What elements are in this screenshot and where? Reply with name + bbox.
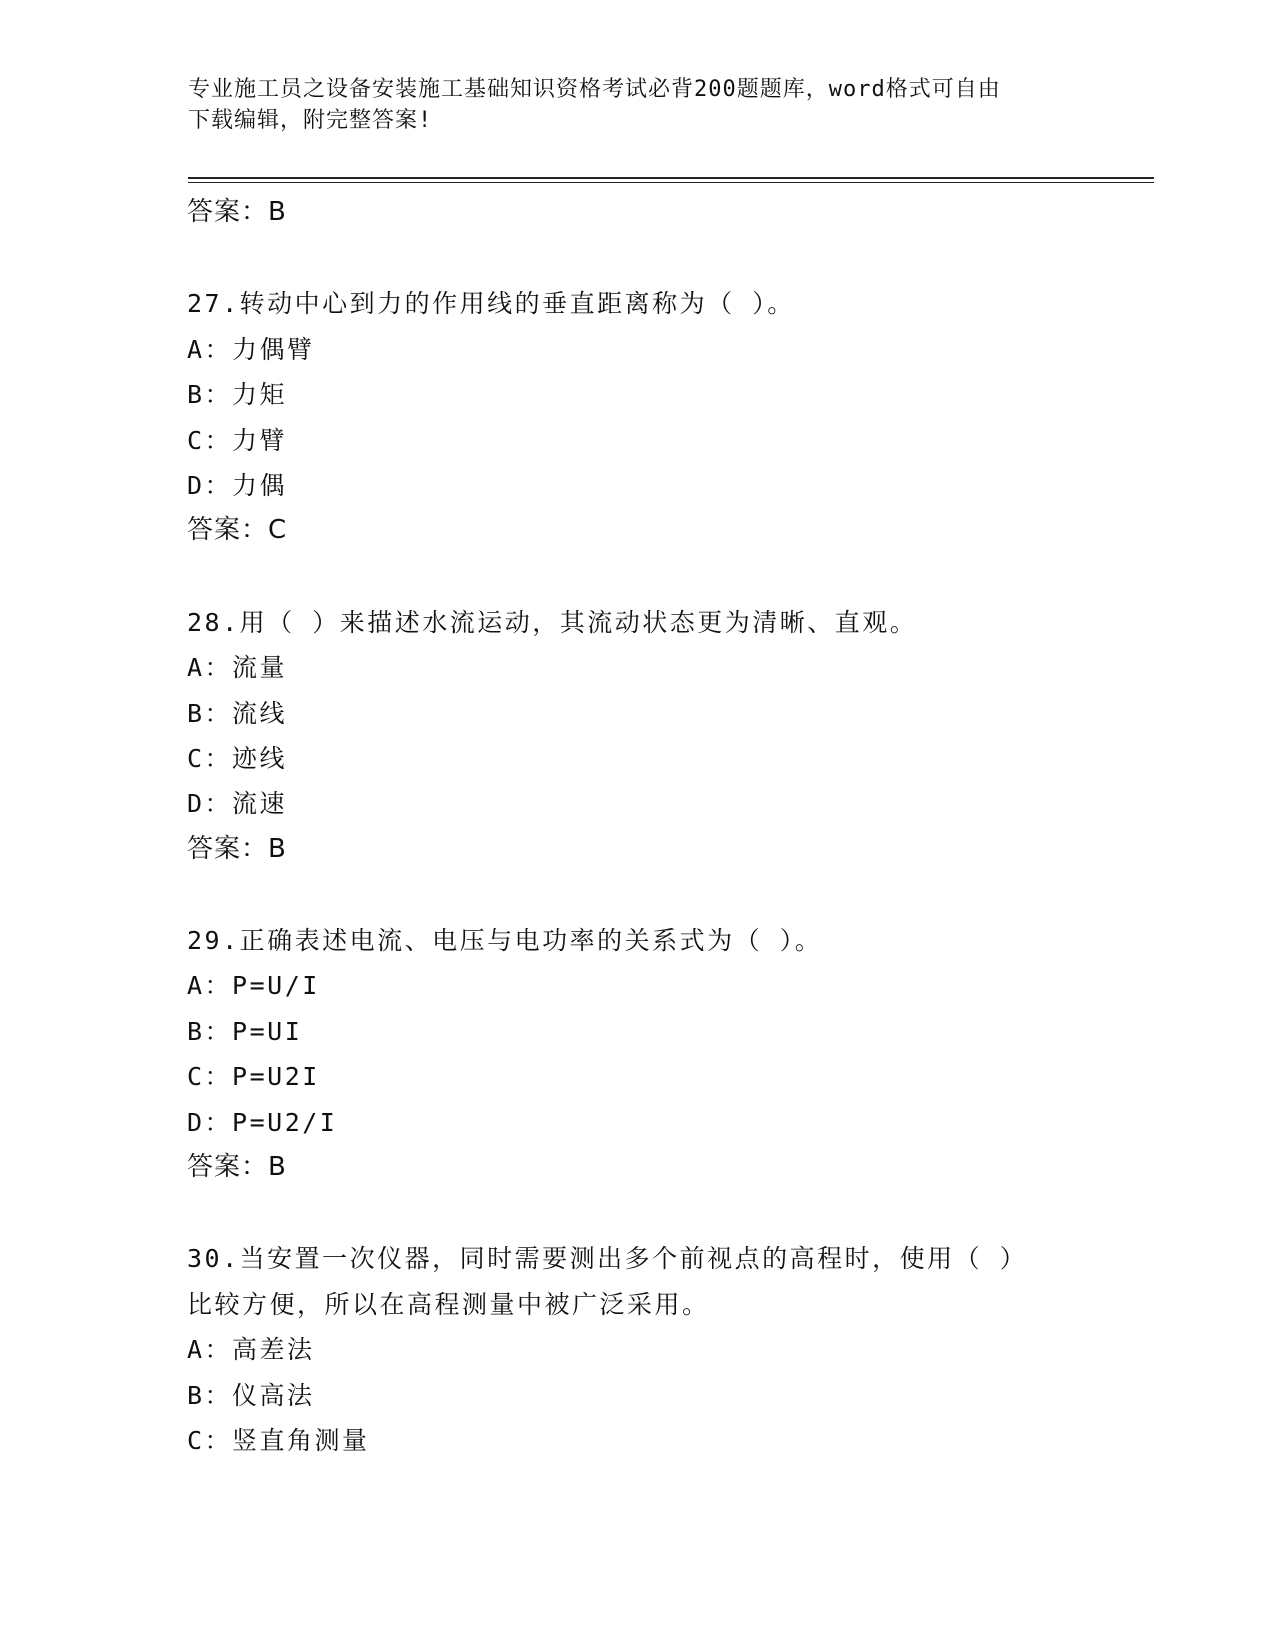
header-divider-thin — [188, 182, 1154, 183]
option-d: D：流速 — [187, 789, 288, 819]
question-text: 28.用（ ）来描述水流运动，其流动状态更为清晰、直观。 — [187, 607, 918, 637]
document-header — [188, 74, 1068, 136]
answer: 答案：C — [187, 515, 288, 546]
spacer — [187, 554, 1087, 600]
question-text: 29.正确表述电流、电压与电功率的关系式为（ ）。 — [187, 926, 823, 956]
option-b: B：力矩 — [187, 380, 288, 410]
spacer — [187, 1190, 1087, 1236]
header-divider-thick — [188, 177, 1154, 179]
spacer — [187, 235, 1087, 281]
option-c: C：迹线 — [187, 743, 288, 773]
option-a: A：流量 — [187, 653, 288, 683]
question-text-line-1: 30.当安置一次仪器，同时需要测出多个前视点的高程时，使用（ ） — [187, 1244, 1028, 1274]
answer: 答案：B — [187, 833, 287, 864]
question-28 — [187, 600, 1087, 872]
question-30 — [187, 1236, 1087, 1463]
option-a: A：P=U/I — [187, 971, 320, 1001]
question-27 — [187, 281, 1087, 553]
option-c: C：力臂 — [187, 425, 288, 455]
option-a: A：力偶臂 — [187, 334, 315, 364]
header-title-line-1: 专业施工员之设备安装施工基础知识资格考试必背200题题库，word格式可自由 — [188, 77, 1001, 102]
spacer — [187, 872, 1087, 918]
question-text-line-2: 比较方便，所以在高程测量中被广泛采用。 — [187, 1289, 710, 1319]
question-list — [187, 190, 1087, 1463]
option-c: C：竖直角测量 — [187, 1425, 370, 1455]
answer: 答案：B — [187, 1152, 287, 1183]
question-29 — [187, 918, 1087, 1190]
question-text: 27.转动中心到力的作用线的垂直距离称为（ ）。 — [187, 289, 795, 319]
option-b: B：P=UI — [187, 1016, 303, 1046]
option-b: B：仪高法 — [187, 1380, 315, 1410]
header-title-line-2: 下载编辑，附完整答案! — [188, 108, 433, 133]
option-a: A：高差法 — [187, 1335, 315, 1365]
option-b: B：流线 — [187, 698, 288, 728]
option-d: D：力偶 — [187, 470, 288, 500]
previous-answer: 答案：B — [187, 197, 287, 227]
option-d: D：P=U2/I — [187, 1107, 338, 1137]
option-c: C：P=U2I — [187, 1062, 320, 1092]
